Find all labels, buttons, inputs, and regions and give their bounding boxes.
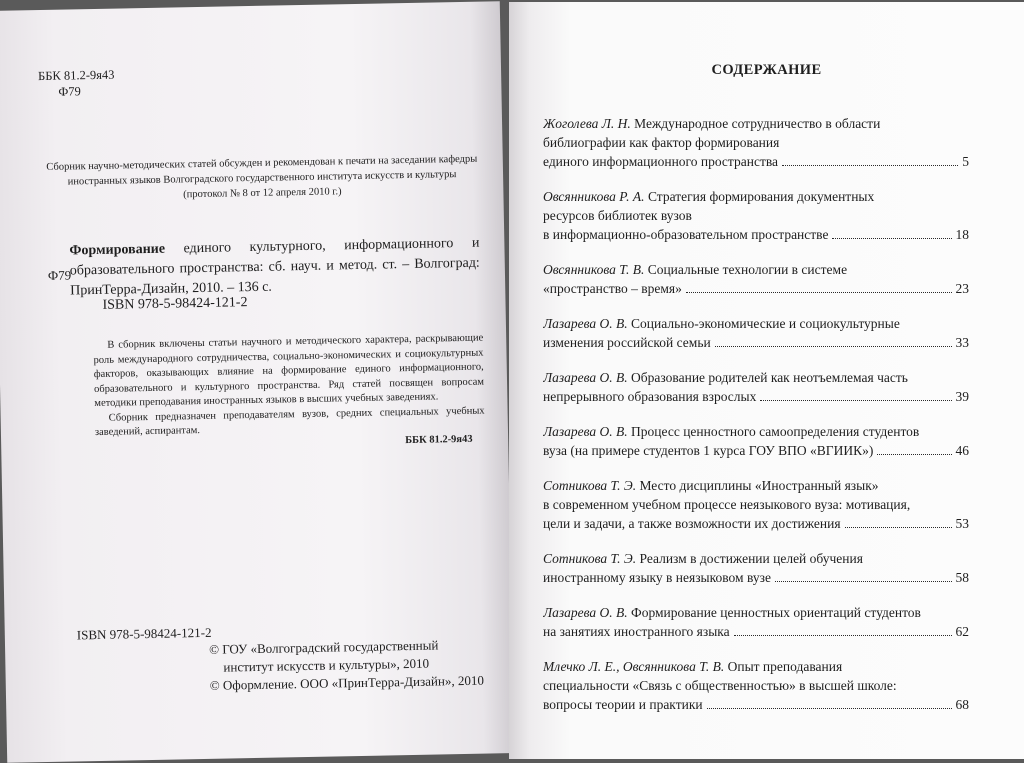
toc-entry-line bbox=[543, 368, 969, 387]
toc-entry-line bbox=[543, 133, 969, 152]
toc-heading: СОДЕРЖАНИЕ bbox=[711, 62, 822, 78]
toc-title-text: Формирование ценностных ориентаций студентов bbox=[627, 605, 921, 620]
toc-entry-last-line bbox=[543, 225, 969, 244]
toc-entry-line bbox=[543, 260, 969, 279]
annotation-paragraph-1: В сборник включены статьи научного и методического характера, раскрывающие роль международного сотрудничества, социально-экономических и социокультурных факторов, оказывающих влияние на формирование единого информационного, образовательного и культурного пространства. Ряд статей посвящен вопросам методики преподавания иностранных языков в высших учебных заведениях. bbox=[93, 332, 485, 410]
toc-author: Овсянникова Т. В. bbox=[543, 262, 645, 277]
title-bold: Формирование bbox=[69, 241, 166, 259]
toc-title-text: специальности «Связь с общественностью» в высшей школе: bbox=[543, 678, 897, 693]
dot-leader bbox=[845, 527, 952, 528]
toc-entry-line bbox=[543, 549, 969, 568]
toc-entry-last-line bbox=[543, 568, 969, 587]
toc-title-text: Опыт преподавания bbox=[724, 659, 843, 674]
side-mark: Ф79 bbox=[47, 267, 72, 283]
toc-author: Лазарева О. В. bbox=[543, 424, 628, 439]
toc-title-text: Процесс ценностного самоопределения студентов bbox=[627, 424, 920, 439]
toc-entry bbox=[543, 187, 969, 244]
toc-title-text: Международное сотрудничество в области bbox=[630, 116, 881, 131]
toc-entry bbox=[543, 114, 969, 171]
toc-page-number: 33 bbox=[955, 335, 969, 350]
toc-author: Лазарева О. В. bbox=[543, 605, 628, 620]
toc-entry-line bbox=[543, 187, 969, 206]
left-page bbox=[0, 1, 514, 763]
toc-entry-line bbox=[543, 206, 969, 225]
toc-entry bbox=[543, 422, 969, 460]
toc-title-text: иностранному языку в неязыковом вузе bbox=[543, 570, 771, 585]
toc-author: Сотникова Т. Э. bbox=[543, 551, 637, 566]
toc-author: Лазарева О. В. bbox=[543, 370, 628, 385]
dot-leader bbox=[782, 165, 958, 166]
toc-entry-line bbox=[543, 114, 969, 133]
toc-title-text: непрерывного образования взрослых bbox=[543, 389, 757, 404]
toc-entry-line bbox=[543, 476, 969, 495]
toc-entry-last-line bbox=[543, 622, 969, 641]
toc-title-text: Место дисциплины «Иностранный язык» bbox=[636, 478, 879, 493]
toc-title-text: Реализм в достижении целей обучения bbox=[636, 551, 863, 566]
toc-page-number: 5 bbox=[962, 154, 969, 169]
dot-leader bbox=[775, 581, 952, 582]
dot-leader bbox=[686, 292, 952, 293]
dot-leader bbox=[877, 454, 951, 455]
toc-entry bbox=[543, 368, 969, 406]
toc-entry bbox=[543, 549, 969, 587]
toc-author: Овсянникова Р. А. bbox=[543, 189, 645, 204]
copyright-block bbox=[209, 636, 484, 695]
toc-title-text: Социально-экономические и социокультурные bbox=[627, 316, 900, 331]
approval-note: Сборник научно-методических статей обсужден и рекомендован к печати на заседании кафедры иностранных языков Волгоградского государственного института искусств и культуры (протокол № 8 от 12 апреля 2010 г.) bbox=[46, 153, 478, 201]
copyright-line-2: © Оформление. ООО «ПринТерра-Дизайн», 2010 bbox=[209, 672, 485, 693]
toc-page-number: 58 bbox=[955, 570, 969, 585]
toc-entry-line bbox=[543, 676, 969, 695]
toc-title-text: «пространство – время» bbox=[543, 281, 682, 296]
toc-entry bbox=[543, 260, 969, 298]
toc-entry-line bbox=[543, 314, 969, 333]
toc-entry-line bbox=[543, 495, 969, 514]
toc-entry-last-line bbox=[543, 695, 969, 714]
toc-entry-last-line bbox=[543, 441, 969, 460]
toc-title-text: цели и задачи, а также возможности их достижения bbox=[543, 516, 841, 531]
toc-page-number: 46 bbox=[955, 443, 969, 458]
toc-title-text: вопросы теории и практики bbox=[543, 697, 703, 712]
toc-page-number: 39 bbox=[955, 389, 969, 404]
toc-title-text: Образование родителей как неотъемлемая часть bbox=[627, 370, 908, 385]
toc-entry-last-line bbox=[543, 152, 969, 171]
toc-page-number: 18 bbox=[955, 227, 969, 242]
toc-author: Млечко Л. Е., Овсянникова Т. В. bbox=[543, 659, 725, 674]
toc-title-text: Социальные технологии в системе bbox=[644, 262, 848, 277]
author-mark: Ф79 bbox=[58, 84, 81, 99]
toc-entry bbox=[543, 603, 969, 641]
toc-title-text: Стратегия формирования документных bbox=[644, 189, 875, 204]
bbk-bottom: ББК 81.2-9я43 bbox=[405, 433, 473, 447]
toc-title-text: в информационно-образовательном пространстве bbox=[543, 227, 829, 242]
bibliographic-title bbox=[69, 234, 480, 302]
toc-title-text: вуза (на примере студентов 1 курса ГОУ ВПО «ВГИИК») bbox=[543, 443, 874, 458]
title-rest: единого культурного, информационного и образовательного пространства: сб. науч. и метод. ст. – Волгоград: ПринТерра-Дизайн, 2010. – 136 с. bbox=[69, 235, 480, 299]
dot-leader bbox=[734, 635, 952, 636]
toc-entry-last-line bbox=[543, 333, 969, 352]
right-page bbox=[509, 2, 1024, 759]
copyright-line-1b: институт искусств и культуры», 2010 bbox=[223, 655, 430, 675]
toc-entry bbox=[543, 476, 969, 533]
dot-leader bbox=[707, 708, 952, 709]
bbk-block bbox=[38, 67, 115, 100]
bbk-code: ББК 81.2-9я43 bbox=[37, 67, 115, 84]
toc-entry-last-line bbox=[543, 279, 969, 298]
toc-title-text: на занятиях иностранного языка bbox=[543, 624, 730, 639]
dot-leader bbox=[832, 238, 951, 239]
toc-title-text: изменения российской семьи bbox=[543, 335, 711, 350]
annotation bbox=[93, 332, 485, 441]
copyright-line-1: © ГОУ «Волгоградский государственный bbox=[208, 637, 439, 657]
toc-title-text: библиографии как фактор формирования bbox=[543, 135, 780, 150]
isbn-bottom: ISBN 978-5-98424-121-2 bbox=[76, 624, 212, 643]
toc-author: Жоголева Л. Н. bbox=[543, 116, 631, 131]
toc-title-text: единого информационного пространства bbox=[543, 154, 779, 169]
toc-entry-line bbox=[543, 422, 969, 441]
toc-entry bbox=[543, 657, 969, 714]
toc-page-number: 53 bbox=[955, 516, 969, 531]
toc-title-text: в современном учебном процессе неязыкового вуза: мотивация, bbox=[543, 497, 911, 512]
dot-leader bbox=[760, 400, 951, 401]
toc-page-number: 68 bbox=[955, 697, 969, 712]
toc-page-number: 23 bbox=[955, 281, 969, 296]
toc-author: Лазарева О. В. bbox=[543, 316, 628, 331]
toc-page-number: 62 bbox=[955, 624, 969, 639]
toc-entry-last-line bbox=[543, 387, 969, 406]
toc-entry-line bbox=[543, 603, 969, 622]
table-of-contents bbox=[543, 114, 969, 730]
toc-title-text: ресурсов библиотек вузов bbox=[543, 208, 692, 223]
toc-entry-line bbox=[543, 657, 969, 676]
toc-entry-last-line bbox=[543, 514, 969, 533]
dot-leader bbox=[715, 346, 952, 347]
isbn-line: ISBN 978-5-98424-121-2 bbox=[102, 295, 248, 313]
annotation-paragraph-2: Сборник предназначен преподавателям вузов, средних специальных учебных заведений, аспирантам. bbox=[94, 405, 485, 439]
toc-entry bbox=[543, 314, 969, 352]
toc-author: Сотникова Т. Э. bbox=[543, 478, 637, 493]
